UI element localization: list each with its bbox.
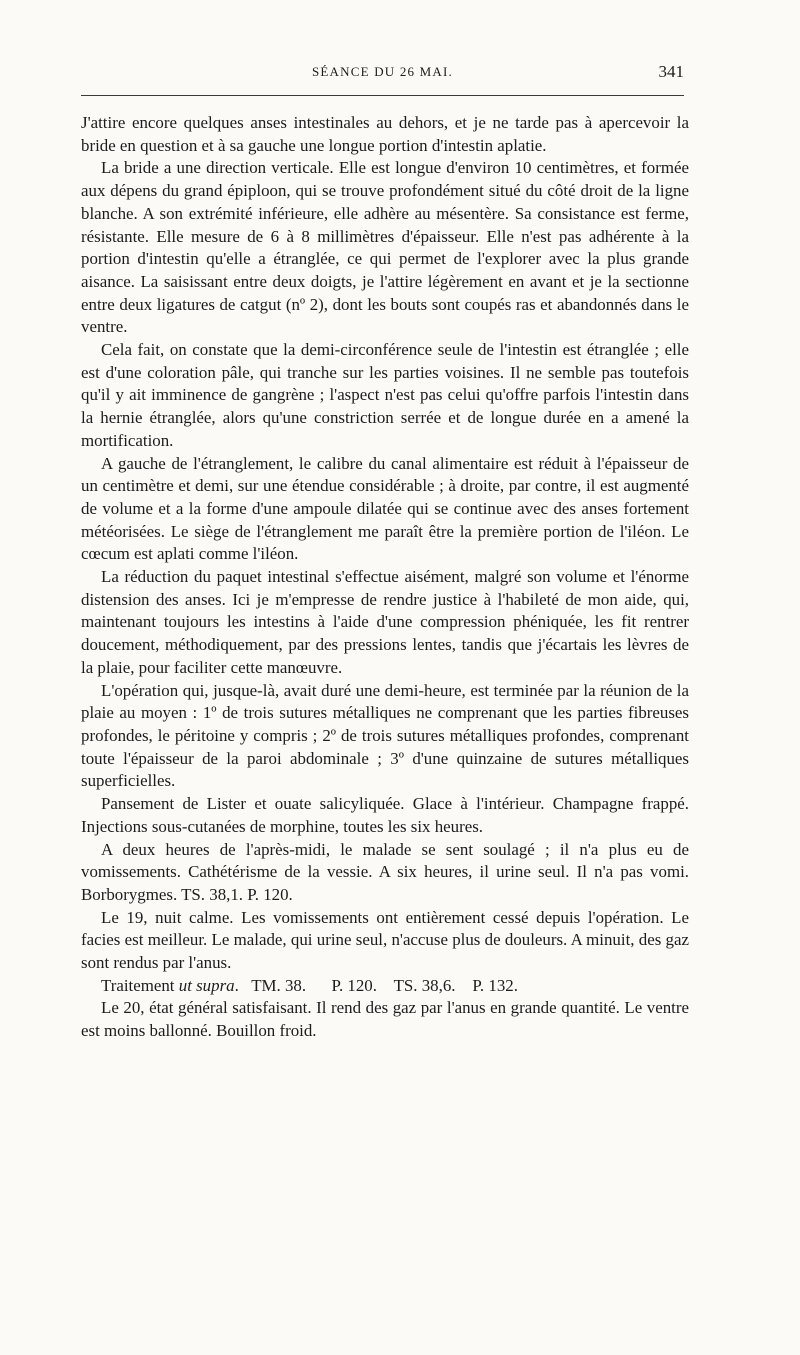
paragraph: La bride a une direction verticale. Elle est longue d'environ 10 centimètres, et formée aux dépens du grand épiploon, qui se trouve profondément situé du côté droit de la ligne blanche. A son extrémité inférieure, elle adhère au mésentère. Sa consistance est ferme, résistante. Elle mesure de 6 à 8 millimètres d'épaisseur. Elle n'est pas adhérente à la portion d'intestin qu'elle a étranglée, ce qui permet de l'explorer avec la plus grande aisance. La saisissant entre deux doigts, je l'attire légèrement en avant et je la sectionne entre deux ligatures de catgut (nº 2), dont les bouts sont coupés ras et abandonnés dans le ventre. [81, 158, 689, 337]
paragraph: Cela fait, on constate que la demi-circonférence seule de l'intestin est étranglée ; elle est d'une coloration pâle, qui tranche sur les parties voisines. Il ne semble pas toutefois qu'il y ait imminence de gangrène ; l'aspect n'est pas celui qu'offre parfois l'intestin dans la hernie étranglée, alors qu'une constriction serrée et de longue durée en a amené la mortification. [81, 340, 689, 450]
paragraph: A deux heures de l'après-midi, le malade se sent soulagé ; il n'a plus eu de vomissements. Cathétérisme de la vessie. A six heures, il urine seul. Il n'a pas vomi. Borborygmes. TS. 38,1. P. 120. [81, 839, 689, 904]
treatment-p2: P. 132. [472, 975, 518, 995]
paragraph: Le 20, état général satisfaisant. Il rend des gaz par l'anus en grande quantité. Le ventre est moins ballonné. Bouillon froid. [81, 998, 689, 1041]
paragraph: J'attire encore quelques anses intestinales au dehors, et je ne tarde pas à apercevoir la bride en question et à sa gauche une longue portion d'intestin aplatie. [81, 113, 689, 155]
treatment-ref: ut supra [178, 975, 235, 995]
paragraph: L'opération qui, jusque-là, avait duré une demi-heure, est terminée par la réunion de la plaie au moyen : 1º de trois sutures métalliques ne comprenant que les parties fibreuses profondes, le péritoine y compris ; 2º de trois sutures métalliques profondes, comprenant toute l'épaisseur de la paroi abdominale ; 3º d'une quinzaine de sutures métalliques superficielles. [81, 680, 689, 791]
body-text [81, 112, 689, 1043]
running-head [81, 64, 684, 86]
paragraph: Pansement de Lister et ouate salicyliquée. Glace à l'intérieur. Champagne frappé. Injections sous-cutanées de morphine, toutes les six heures. [81, 794, 689, 836]
running-title: SÉANCE DU 26 MAI. [311, 64, 453, 79]
paragraph: Le 19, nuit calme. Les vomissements ont entièrement cessé depuis l'opération. Le facies est meilleur. Le malade, qui urine seul, n'accuse plus de douleurs. A minuit, des gaz sont rendus par l'anus. [81, 907, 689, 973]
header-rule [81, 95, 684, 96]
paragraph: La réduction du paquet intestinal s'effectue aisément, malgré son volume et l'énorme distension des anses. Ici je m'empresse de rendre justice à l'habileté de mon aide, qui, maintenant toujours les intestins à l'aide d'une compression phéniquée, les fit rentrer doucement, méthodiquement, par des pressions lentes, tandis que j'écartais les lèvres de la plaie, pour faciliter cette manœuvre. [81, 567, 689, 677]
treatment-line: Traitement ut supra. TM. 38. P. 120. TS. 38,6. P. 132. [101, 975, 518, 995]
treatment-label: Traitement [101, 975, 175, 995]
treatment-p1: P. 120. [331, 975, 377, 995]
paragraph: A gauche de l'étranglement, le calibre du canal alimentaire est réduit à l'épaisseur de un centimètre et demi, sur une étendue considérable ; à droite, par contre, il est augmenté de volume et a la forme d'une ampoule dilatée qui se continue avec des anses fortement météorisées. Le siège de l'étranglement me paraît être la première portion de l'iléon. Le cœcum est aplati comme l'iléon. [81, 453, 689, 564]
treatment-ts: TS. 38,6. [393, 975, 456, 995]
page-number: 341 [658, 62, 684, 81]
treatment-tm: TM. 38. [251, 975, 307, 995]
